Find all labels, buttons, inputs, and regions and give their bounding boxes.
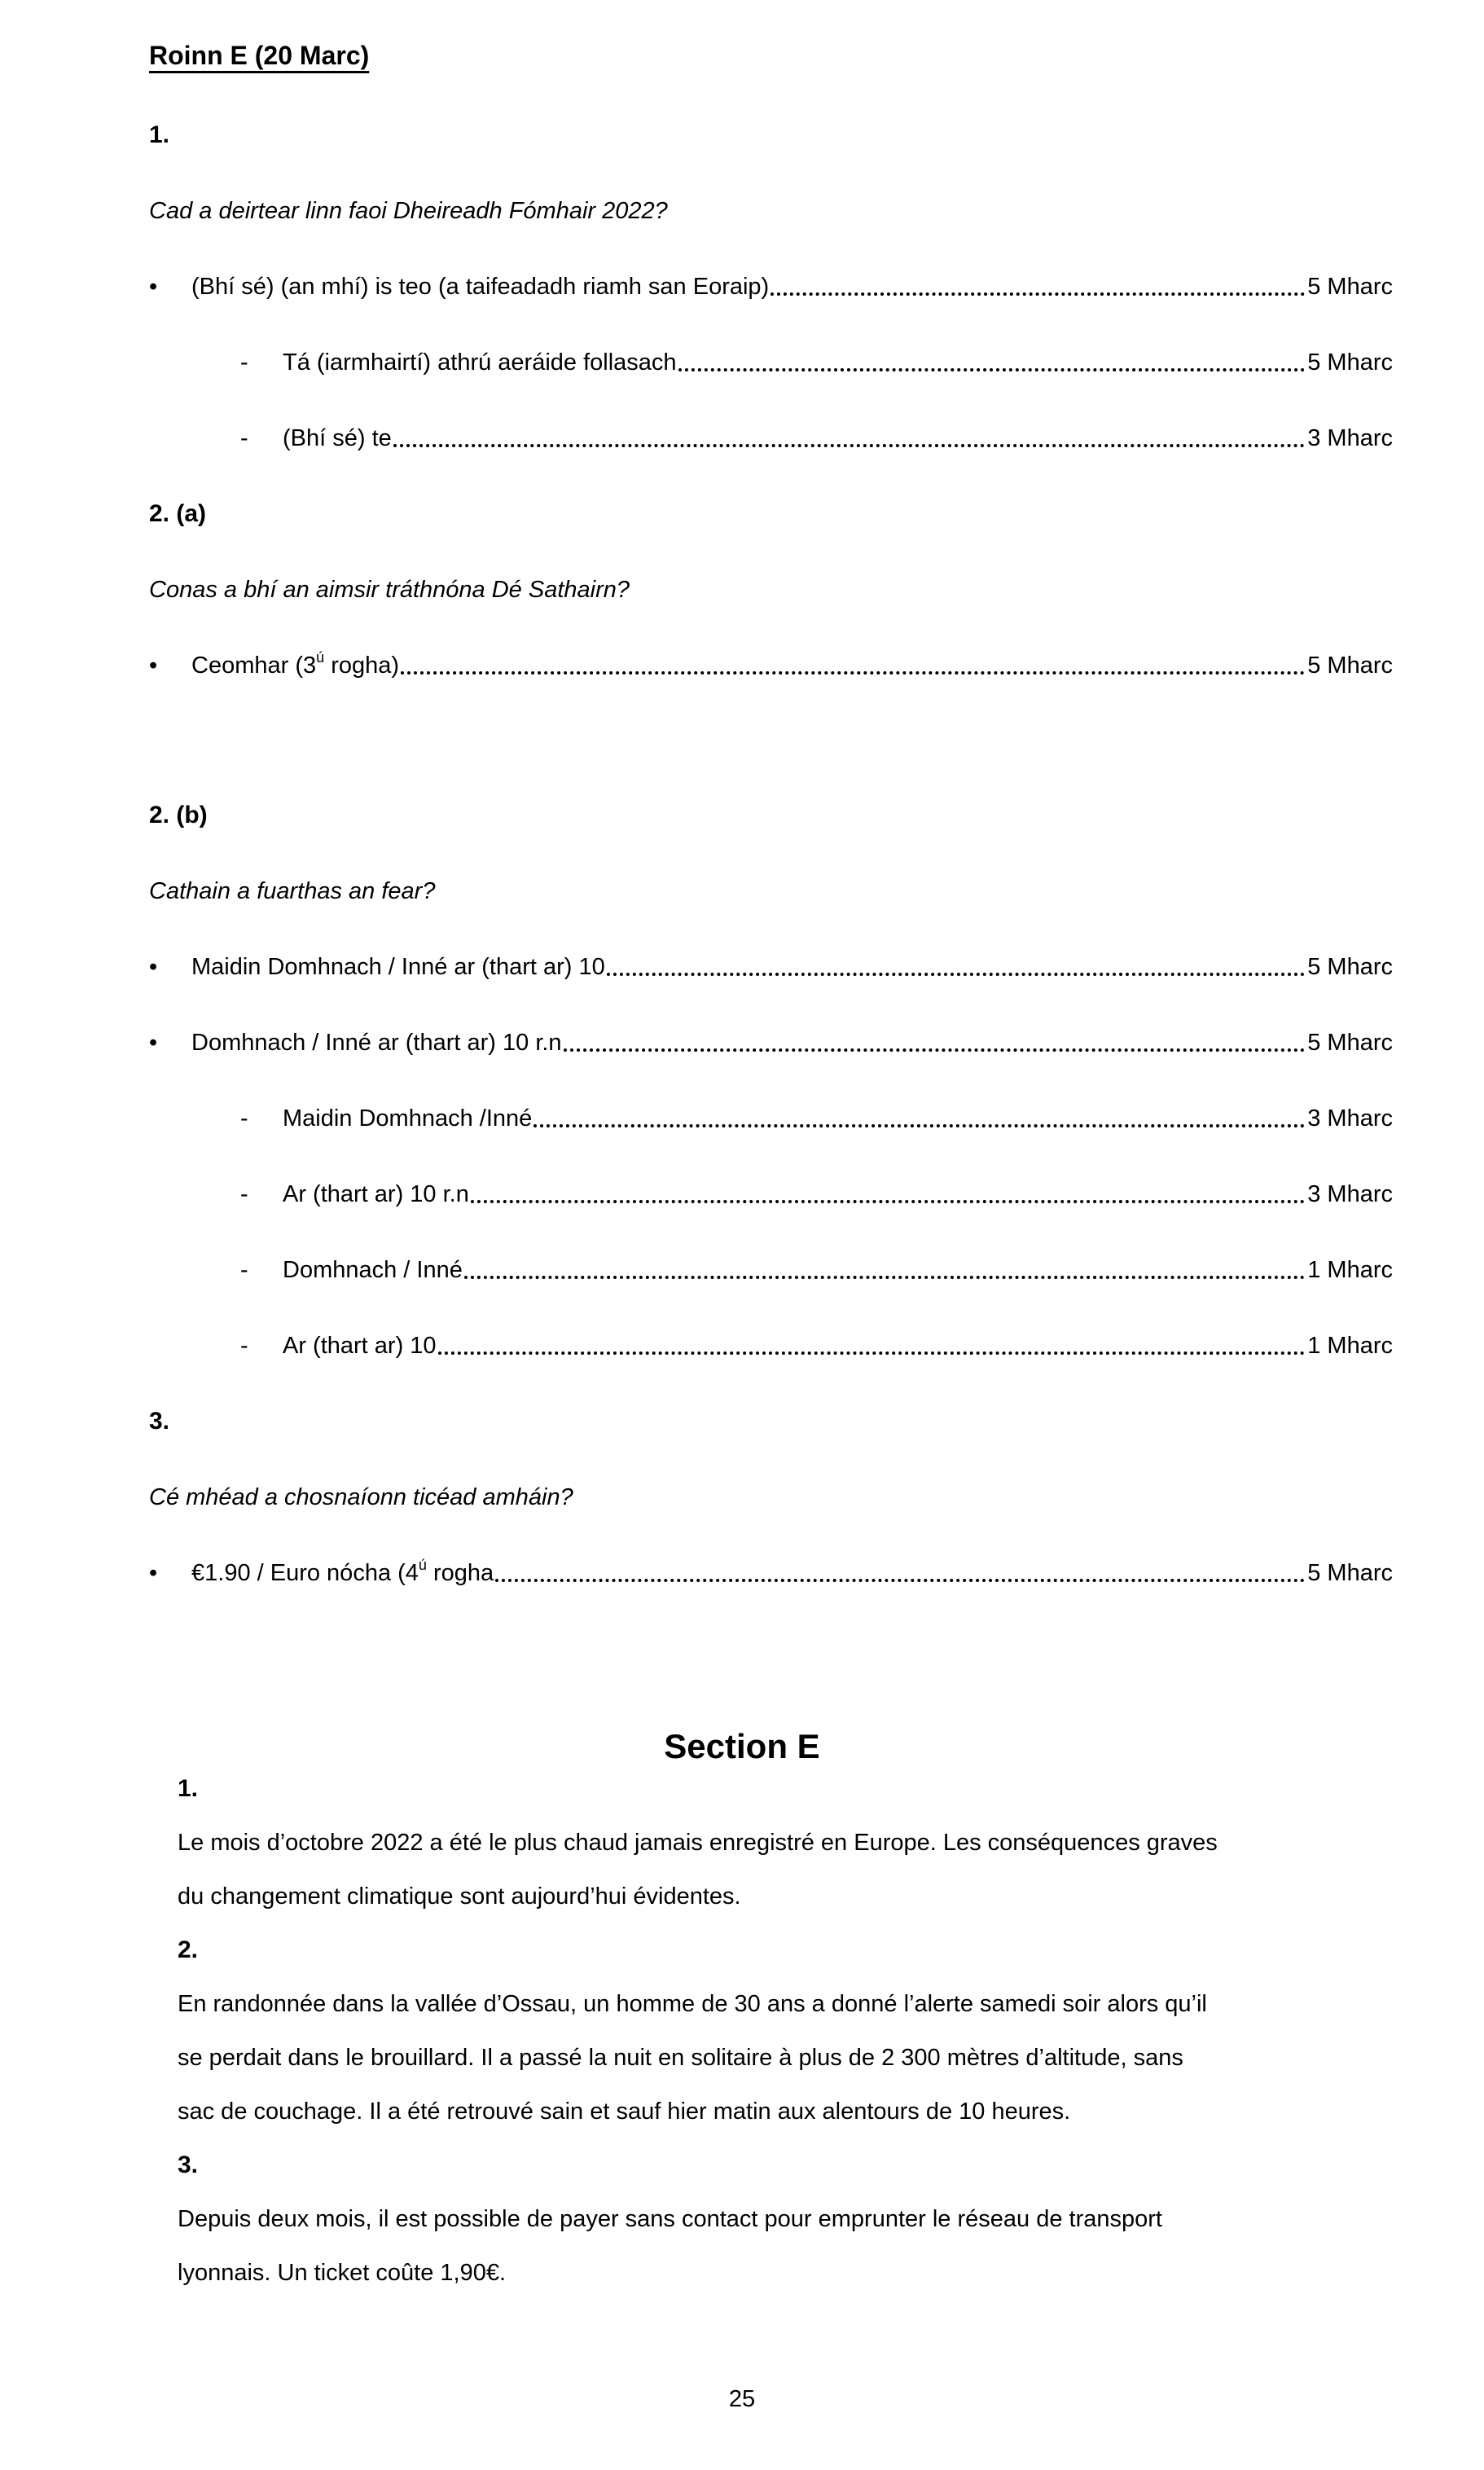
- bullet-icon: •: [149, 1560, 158, 1586]
- paragraph-line: Depuis deux mois, il est possible de payer sans contact pour emprunter le réseau de transport: [178, 2206, 1162, 2232]
- dash-icon: -: [240, 1257, 248, 1283]
- question-text-1: Cad a deirtear linn faoi Dheireadh Fómhair 2022?: [149, 198, 668, 224]
- marks-value: 5 Mharc: [1307, 653, 1393, 679]
- dotted-leader: [771, 292, 1305, 296]
- bullet-icon: •: [149, 653, 158, 679]
- dotted-leader: [393, 444, 1305, 447]
- marks-value: 1 Mharc: [1307, 1333, 1393, 1359]
- answer-text: [191, 1028, 562, 1057]
- dotted-leader: [464, 1276, 1305, 1279]
- marks-value: 3 Mharc: [1307, 1181, 1393, 1207]
- dash-icon: -: [240, 1181, 248, 1207]
- paragraph-line: En randonnée dans la vallée d’Ossau, un homme de 30 ans a donné l’alerte samedi soir alors qu’il: [178, 1991, 1207, 2017]
- paragraph-line: se perdait dans le brouillard. Il a passé la nuit en solitaire à plus de 2 300 mètres d’altitude, sans: [178, 2045, 1183, 2071]
- answer-line: [149, 952, 1393, 982]
- french-item-number-3: 3.: [178, 2151, 199, 2178]
- dotted-leader: [471, 1200, 1305, 1203]
- question-text-3: Cé mhéad a chosnaíonn ticéad amháin?: [149, 1484, 573, 1510]
- bullet-icon: •: [149, 954, 158, 980]
- irish-section-title-text: Roinn E (20 Marc): [149, 41, 370, 70]
- marks-value: 5 Mharc: [1307, 1560, 1393, 1586]
- page-number: 25: [728, 2386, 756, 2412]
- answer-text: [191, 272, 769, 301]
- dotted-leader: [564, 1048, 1306, 1052]
- dash-icon: -: [240, 1333, 248, 1359]
- marks-value: 1 Mharc: [1307, 1257, 1393, 1283]
- answer-text: [283, 1255, 463, 1285]
- french-section-title: Section E: [664, 1727, 820, 1765]
- answer-text: [283, 348, 677, 377]
- question-text-2a: Conas a bhí an aimsir tráthnóna Dé Sathairn?: [149, 577, 630, 603]
- marks-value: 5 Mharc: [1307, 954, 1393, 980]
- answer-text-part: €1.90 / Euro nócha (4: [191, 1560, 419, 1586]
- marks-value: 3 Mharc: [1307, 425, 1393, 451]
- question-number-2b: 2. (b): [149, 802, 208, 828]
- marks-value: 3 Mharc: [1307, 1105, 1393, 1132]
- answer-text: [283, 1104, 532, 1133]
- answer-text-part: rogha): [324, 653, 400, 679]
- answer-line: [240, 1255, 1393, 1285]
- answer-text-part: rogha: [426, 1560, 494, 1586]
- paragraph-line: du changement climatique sont aujourd’hui évidentes.: [178, 1883, 741, 1910]
- french-item-number-2: 2.: [178, 1936, 199, 1963]
- answer-text: [283, 1180, 469, 1209]
- dash-icon: -: [240, 1105, 248, 1132]
- paragraph-line: Le mois d’octobre 2022 a été le plus chaud jamais enregistré en Europe. Les conséquences graves: [178, 1830, 1218, 1856]
- answer-line: [240, 1104, 1393, 1133]
- answer-text-part: Tá (iarmhairtí) athrú aeráide follasach: [283, 349, 677, 376]
- answer-text-part: Ar (thart ar) 10: [283, 1333, 437, 1359]
- marks-value: 5 Mharc: [1307, 349, 1393, 376]
- french-item-number-1: 1.: [178, 1775, 199, 1802]
- dotted-leader: [678, 368, 1306, 371]
- answer-line: [240, 348, 1393, 377]
- answer-text: [191, 651, 399, 680]
- answer-text: [191, 952, 605, 982]
- answer-text-part: (Bhí sé) (an mhí) is teo (a taifeadadh riamh san Eoraip): [191, 274, 770, 300]
- answer-text-part: Ar (thart ar) 10 r.n: [283, 1181, 469, 1207]
- dotted-leader: [438, 1351, 1306, 1355]
- answer-text-part: Maidin Domhnach / Inné ar (thart ar) 10: [191, 954, 605, 980]
- paragraph-line: lyonnais. Un ticket coûte 1,90€.: [178, 2260, 507, 2286]
- dotted-leader: [533, 1124, 1305, 1127]
- answer-line: [240, 424, 1393, 453]
- marks-value: 5 Mharc: [1307, 1030, 1393, 1056]
- dash-icon: -: [240, 349, 248, 376]
- question-number-3: 3.: [149, 1408, 170, 1435]
- answer-line: [240, 1180, 1393, 1209]
- answer-text-part: Ceomhar (3: [191, 653, 317, 679]
- dotted-leader: [495, 1579, 1305, 1582]
- dotted-leader: [401, 671, 1305, 675]
- bullet-icon: •: [149, 274, 158, 300]
- question-number-1: 1.: [149, 121, 170, 148]
- answer-text-part: Maidin Domhnach /Inné: [283, 1105, 533, 1132]
- answer-line: [240, 1331, 1393, 1360]
- answer-text: [283, 1331, 437, 1360]
- answer-text: [191, 1558, 494, 1588]
- paragraph-line: sac de couchage. Il a été retrouvé sain et sauf hier matin aux alentours de 10 heures.: [178, 2099, 1071, 2125]
- bullet-icon: •: [149, 1030, 158, 1056]
- answer-text-part: (Bhí sé) te: [283, 425, 392, 451]
- irish-section-title: [149, 37, 1393, 73]
- dash-icon: -: [240, 425, 248, 451]
- question-number-2a: 2. (a): [149, 500, 207, 527]
- answer-line: [149, 1028, 1393, 1057]
- marks-value: 5 Mharc: [1307, 274, 1393, 300]
- answer-text-part: Domhnach / Inné ar (thart ar) 10 r.n: [191, 1030, 562, 1056]
- answer-text: [283, 424, 392, 453]
- dotted-leader: [607, 973, 1305, 976]
- answer-line: [149, 272, 1393, 301]
- answer-line: [149, 1558, 1393, 1588]
- answer-text-part: Domhnach / Inné: [283, 1257, 463, 1283]
- answer-line: [149, 651, 1393, 680]
- question-text-2b: Cathain a fuarthas an fear?: [149, 878, 436, 904]
- superscript: ú: [316, 649, 325, 666]
- superscript: ú: [418, 1557, 427, 1574]
